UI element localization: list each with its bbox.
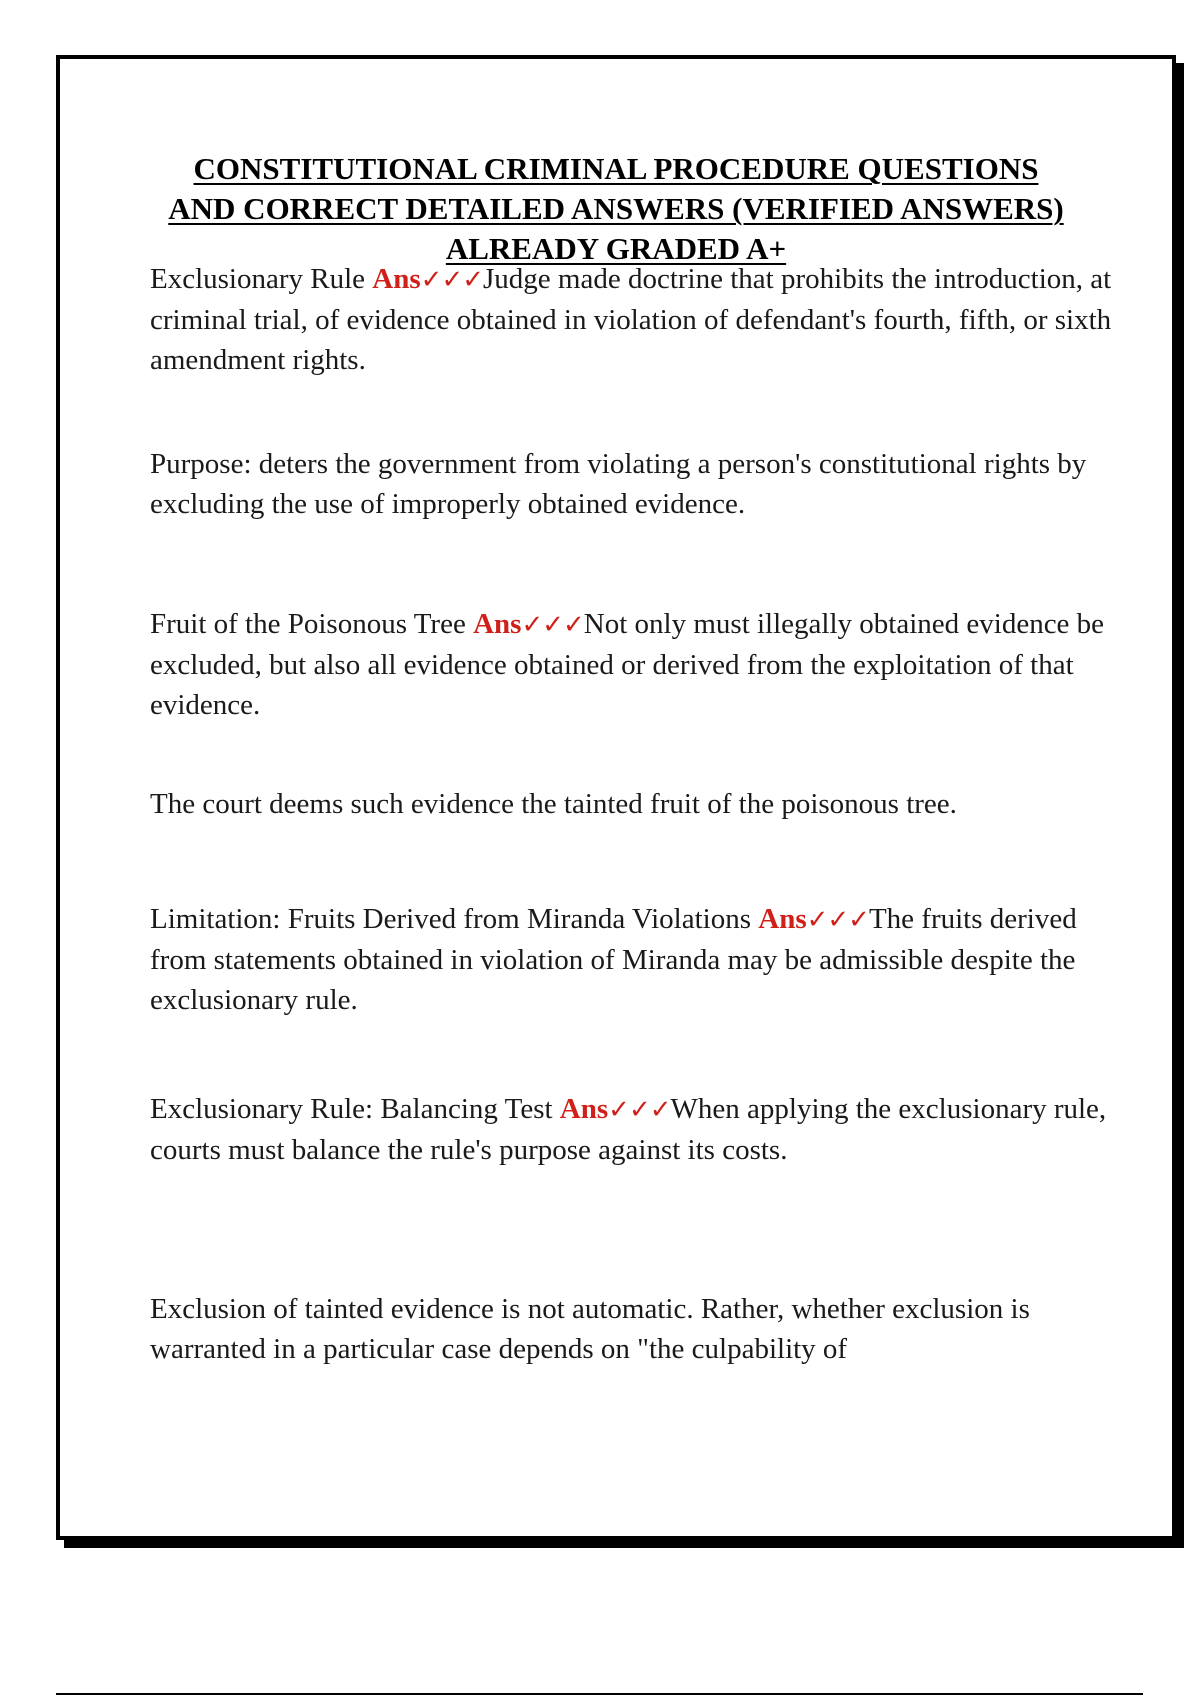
ans-label: Ans <box>559 1093 609 1125</box>
entry-miranda-limitation <box>150 899 1130 1020</box>
entry-answer: Judge made doctrine that prohibits the introduction, at criminal trial, of evidence obtained in violation of defendant's fourth, fifth, or sixth amendment rights. <box>150 263 1112 376</box>
entry-exclusion-not-automatic <box>150 1289 1130 1369</box>
ans-label: Ans <box>372 263 421 295</box>
footer-rule <box>56 1693 1143 1695</box>
entry-answer: The fruits derived from statements obtained in violation of Miranda may be admissible despite the exclusionary rule. <box>150 903 1077 1016</box>
document-title <box>116 149 1116 269</box>
entry-text: The court deems such evidence the tainted fruit of the poisonous tree. <box>150 788 957 820</box>
entry-term: Limitation: Fruits Derived from Miranda Violations <box>150 903 759 935</box>
entry-tainted-fruit <box>150 784 1130 824</box>
checkmarks-icon: ✓✓✓ <box>608 1095 671 1125</box>
entry-term: Fruit of the Poisonous Tree <box>150 608 474 640</box>
entry-text: Purpose: deters the government from violating a person's constitutional rights by excluding the use of improperly obtained evidence. <box>150 448 1087 520</box>
title-line: ALREADY GRADED A+ <box>445 231 787 266</box>
entry-answer: When applying the exclusionary rule, courts must balance the rule's purpose against its costs. <box>150 1093 1107 1166</box>
checkmarks-icon: ✓✓✓ <box>420 265 484 295</box>
title-line: CONSTITUTIONAL CRIMINAL PROCEDURE QUESTIONS <box>193 151 1039 186</box>
page-frame <box>56 55 1176 1540</box>
ans-label: Ans <box>758 903 807 935</box>
entry-answer: Not only must illegally obtained evidence be excluded, but also all evidence obtained or derived from the exploitation of that evidence. <box>150 608 1105 721</box>
entry-purpose <box>150 444 1130 524</box>
checkmarks-icon: ✓✓✓ <box>521 610 584 640</box>
entry-balancing-test <box>150 1089 1130 1170</box>
entry-text: Exclusion of tainted evidence is not automatic. Rather, whether exclusion is warranted in a particular case depends on "the culpability of <box>150 1293 1030 1365</box>
title-line: AND CORRECT DETAILED ANSWERS (VERIFIED ANSWERS) <box>168 191 1064 226</box>
checkmarks-icon: ✓✓✓ <box>806 905 869 935</box>
entry-term: Exclusionary Rule: Balancing Test <box>150 1093 560 1125</box>
entry-term: Exclusionary Rule <box>150 263 373 295</box>
ans-label: Ans <box>473 608 522 640</box>
entry-exclusionary-rule <box>150 259 1130 380</box>
entry-fruit-of-poisonous-tree <box>150 604 1130 725</box>
